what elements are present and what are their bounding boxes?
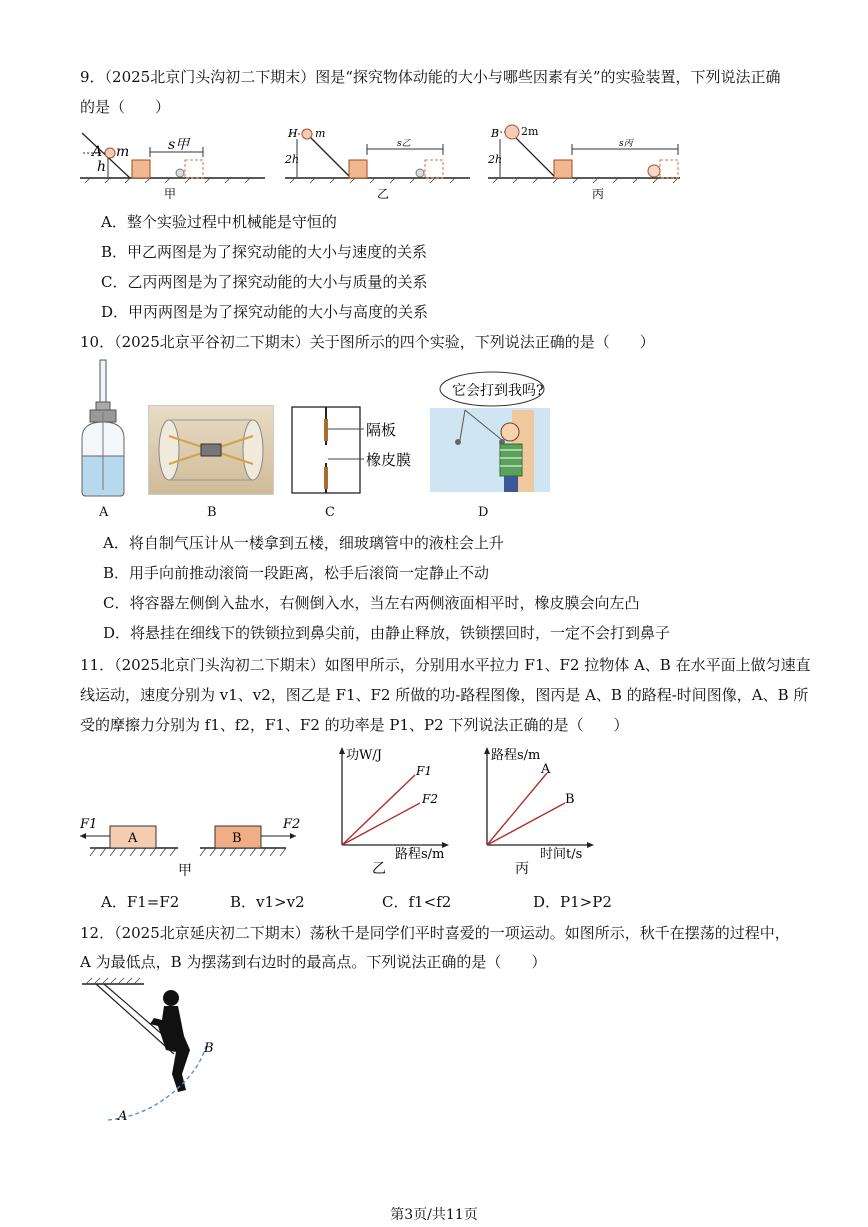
q11-bing-series-b — [487, 803, 565, 845]
q9-option-d: D．甲丙两图是为了探究动能的大小与高度的关系 — [101, 303, 429, 321]
q10-figure-d-pendulum — [420, 370, 560, 495]
q12-label-a: A — [118, 1109, 128, 1124]
q9-jia-label-s: s甲 — [168, 137, 190, 153]
q11-yi-ylabel: 功W/J — [346, 748, 382, 763]
q11-jia-block-b: B — [232, 831, 242, 846]
q9-fig-caption-bing: 丙 — [592, 187, 605, 201]
q10-figure-b-roller-photo — [148, 405, 274, 495]
q9-bing-label-B: B — [491, 127, 500, 140]
q9-option-c: C．乙丙两图是为了探究动能的大小与质量的关系 — [101, 273, 428, 291]
q9-figure-yi — [285, 125, 475, 200]
q11-bing-label-a: A — [541, 762, 551, 777]
q11-bing-ylabel: 路程s/m — [491, 748, 541, 763]
q11-option-d: D．P1>P2 — [533, 893, 612, 911]
q9-yi-label-2h: 2h — [285, 153, 300, 166]
q11-jia-block-a: A — [128, 831, 138, 846]
q9-yi-label-s: s乙 — [397, 139, 411, 149]
q11-yi-series-f2 — [342, 803, 420, 845]
q10-option-a: A．将自制气压计从一楼拿到五楼，细玻璃管中的液柱会上升 — [103, 534, 504, 552]
q9-fig-caption-jia: 甲 — [164, 187, 177, 201]
q12-label-b: B — [204, 1041, 214, 1056]
q9-bing-label-s: s丙 — [619, 139, 633, 149]
q10-c-label-partition: 隔板 — [366, 421, 397, 439]
q12-figure-swing — [78, 978, 228, 1128]
q9-yi-label-H: H — [288, 127, 298, 140]
q11-fig-caption-bing: 丙 — [515, 861, 529, 877]
q9-bing-label-2m: 2m — [521, 125, 539, 138]
q9-bing-label-2h: 2h — [488, 153, 503, 166]
q10-fig-caption-b: B — [207, 505, 217, 520]
q11-bing-xlabel: 时间t/s — [540, 847, 583, 862]
q11-fig-caption-jia: 甲 — [178, 863, 192, 879]
q9-fig-caption-yi: 乙 — [377, 187, 390, 201]
q11-fig-caption-yi: 乙 — [372, 861, 386, 877]
q10-figure-a-barometer — [78, 360, 138, 500]
q9-figure-jia — [80, 125, 270, 200]
q10-c-label-membrane: 橡皮膜 — [366, 451, 412, 469]
q11-jia-label-f1: F1 — [80, 817, 98, 832]
q10-option-b: B．用手向前推动滚筒一段距离，松手后滚筒一定静止不动 — [103, 564, 490, 582]
q11-yi-xlabel: 路程s/m — [395, 847, 445, 862]
q11-option-c: C．f1<f2 — [382, 893, 452, 911]
q9-option-b: B．甲乙两图是为了探究动能的大小与速度的关系 — [101, 243, 428, 261]
q10-fig-caption-d: D — [478, 505, 489, 520]
q9-stem-line2: 的是（ ） — [80, 98, 171, 116]
q11-option-a: A．F1=F2 — [101, 893, 180, 911]
q11-stem-line2: 线运动，速度分别为 v1、v2，图乙是 F1、F2 所做的功-路程图像，图丙是 A、B 的路程-时间图像，A、B 所 — [80, 686, 809, 704]
q9-figure-bing — [488, 125, 683, 200]
q10-d-speech-bubble: 它会打到我吗? — [452, 383, 544, 399]
q11-option-b: B．v1>v2 — [230, 893, 305, 911]
q10-stem-line1: 10．（2025北京平谷初二下期末）关于图所示的四个实验，下列说法正确的是（ ） — [80, 333, 655, 351]
q11-figure-bing-graph — [475, 745, 605, 875]
q11-jia-label-f2: F2 — [283, 817, 301, 832]
q10-option-c: C．将容器左侧倒入盐水，右侧倒入水，当左右两侧液面相平时，橡皮膜会向左凸 — [103, 594, 640, 612]
q9-jia-label-h: h — [97, 159, 107, 175]
q11-stem-line1: 11．（2025北京门头沟初二下期末）如图甲所示，分别用水平拉力 F1、F2 拉物体 A、B 在水平面上做匀速直 — [80, 656, 811, 674]
q9-stem-line1: 9．（2025北京门头沟初二下期末）图是“探究物体动能的大小与哪些因素有关”的实验装置，下列说法正确 — [80, 68, 781, 86]
q10-figure-c-container — [290, 405, 410, 495]
q10-fig-caption-a: A — [99, 505, 109, 520]
q11-stem-line3: 受的摩擦力分别为 f1、f2，F1、F2 的功率是 P1、P2 下列说法正确的是（ ） — [80, 716, 629, 734]
page-footer: 第3页/共11页 — [390, 1207, 478, 1223]
q11-yi-label-f1: F1 — [416, 764, 432, 778]
q9-jia-label-A: A — [92, 144, 103, 160]
q9-yi-label-m: m — [315, 127, 326, 140]
q9-jia-label-m: m — [116, 144, 130, 160]
q9-option-a: A．整个实验过程中机械能是守恒的 — [101, 213, 337, 231]
q11-figure-jia — [78, 812, 318, 877]
q11-bing-label-b: B — [565, 792, 575, 807]
q11-figure-yi-graph — [330, 745, 460, 875]
q11-yi-label-f2: F2 — [422, 792, 438, 806]
q11-bing-series-a — [487, 773, 547, 845]
q10-fig-caption-c: C — [325, 505, 335, 520]
q10-option-d: D．将悬挂在细线下的铁锁拉到鼻尖前，由静止释放，铁锁摆回时，一定不会打到鼻子 — [103, 624, 671, 642]
q12-stem-line1: 12．（2025北京延庆初二下期末）荡秋千是同学们平时喜爱的一项运动。如图所示，秋千在摆荡的过程中， — [80, 924, 790, 942]
q11-yi-series-f1 — [342, 775, 415, 845]
q12-stem-line2: A 为最低点，B 为摆荡到右边时的最高点。下列说法正确的是（ ） — [80, 953, 547, 971]
